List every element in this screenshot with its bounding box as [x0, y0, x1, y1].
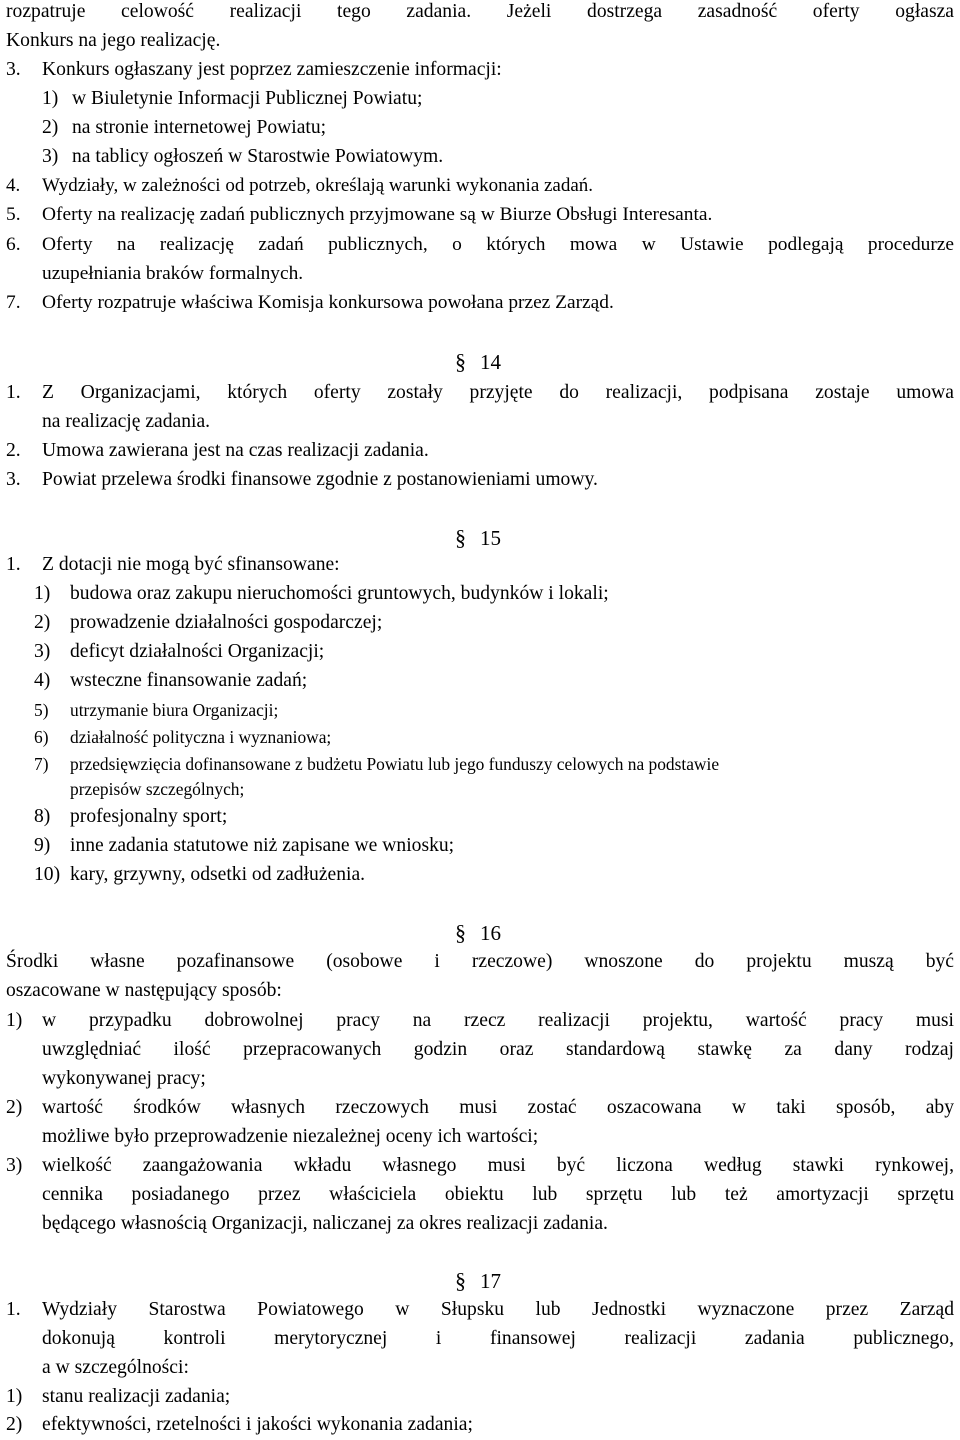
list-number: 6.: [6, 234, 21, 255]
sub-list-item: [0, 695, 960, 725]
sub-list-item: [0, 142, 960, 172]
list-item-continuation: [0, 407, 960, 437]
list-number: 2): [6, 1097, 23, 1118]
list-text: dokonują kontroli merytorycznej i finansowej realizacji zadania publicznego,: [42, 1328, 954, 1349]
list-item-continuation: [0, 1324, 960, 1354]
list-text: Z Organizacjami, których oferty zostały przyjęte do realizacji, podpisana zostaje umowa: [42, 382, 954, 403]
paragraph-text: Środki własne pozafinansowe (osobowe i rzeczowe) wnoszone do projektu muszą być: [6, 951, 954, 972]
list-text: wielkość zaangażowania wkładu własnego musi być liczona według stawki rynkowej,: [42, 1155, 954, 1176]
list-text: budowa oraz zakupu nieruchomości gruntowych, budynków i lokali;: [70, 583, 609, 604]
list-text: będącego własnością Organizacji, naliczanej za okres realizacji zadania.: [42, 1213, 608, 1234]
list-number: 3.: [6, 469, 21, 490]
list-item: [0, 1295, 960, 1325]
list-item-continuation: [0, 1209, 960, 1239]
list-item: [0, 436, 960, 466]
sub-list-item: [0, 666, 960, 696]
list-number: 8): [34, 806, 51, 827]
list-text: na realizację zadania.: [42, 411, 211, 432]
list-number: 3): [34, 641, 51, 662]
list-number: 4): [34, 670, 51, 691]
list-text: a w szczególności:: [42, 1357, 189, 1378]
list-text: efektywności, rzetelności i jakości wykonania zadania;: [42, 1414, 473, 1435]
paragraph-line: [0, 947, 960, 977]
paragraph-text: oszacowane w następujący sposób:: [6, 980, 282, 1001]
list-item: [0, 200, 960, 230]
sub-list-item: [0, 802, 960, 832]
list-item: [0, 1093, 960, 1123]
list-text: Wydziały Starostwa Powiatowego w Słupsku lub Jednostki wyznaczone przez Zarząd: [42, 1299, 954, 1320]
list-text: stanu realizacji zadania;: [42, 1386, 231, 1407]
list-number: 2.: [6, 440, 21, 461]
paragraph-line: [0, 976, 960, 1006]
list-text: w przypadku dobrowolnej pracy na rzecz realizacji projektu, wartość pracy musi: [42, 1010, 954, 1031]
list-text: kary, grzywny, odsetki od zadłużenia.: [70, 864, 366, 885]
list-number: 3): [42, 146, 59, 167]
list-text: Powiat przelewa środki finansowe zgodnie z postanowieniami umowy.: [42, 469, 598, 490]
list-item: [0, 230, 960, 260]
section-heading: [455, 1263, 515, 1299]
list-item-continuation: [0, 1122, 960, 1152]
list-text: utrzymanie biura Organizacji;: [70, 700, 279, 720]
list-text: profesjonalny sport;: [70, 806, 228, 827]
list-item: [0, 1006, 960, 1036]
list-text: na stronie internetowej Powiatu;: [72, 117, 327, 138]
list-item-continuation: [0, 1353, 960, 1383]
sub-list-item: [0, 722, 960, 752]
list-item-continuation: [0, 1035, 960, 1065]
list-number: 1): [34, 583, 51, 604]
list-text: uwzględniać ilość przepracowanych godzin oraz standardową stawkę za dany rodzaj: [42, 1039, 954, 1060]
paragraph-text: Konkurs na jego realizację.: [6, 30, 221, 51]
list-number: 7): [34, 754, 49, 774]
sub-list-item: [0, 637, 960, 667]
list-number: 1.: [6, 1299, 21, 1320]
list-number: 1): [42, 88, 59, 109]
paragraph-text: rozpatruje celowość realizacji tego zadania. Jeżeli dostrzega zasadność oferty ogłasza: [6, 1, 954, 22]
section-number: 16: [480, 921, 501, 945]
list-item: [0, 55, 960, 85]
sub-list-item: [0, 1382, 960, 1412]
list-number: 3.: [6, 59, 21, 80]
list-text: Oferty na realizację zadań publicznych, o których mowa w Ustawie podlegają procedurze: [42, 234, 954, 255]
list-item-continuation: [0, 1180, 960, 1210]
sub-list-item-continuation: [0, 774, 960, 804]
section-sign: §: [455, 1268, 466, 1293]
list-item-continuation: [0, 259, 960, 289]
list-number: 1.: [6, 554, 21, 575]
list-number: 2): [34, 612, 51, 633]
section-number: 15: [480, 526, 501, 550]
list-number: 4.: [6, 175, 21, 196]
list-text: wsteczne finansowanie zadań;: [70, 670, 308, 691]
list-text: na tablicy ogłoszeń w Starostwie Powiatowym.: [72, 146, 444, 167]
list-number: 9): [34, 835, 51, 856]
sub-list-item: [0, 860, 960, 890]
section-number: 14: [480, 350, 501, 374]
list-number: 1): [6, 1386, 23, 1407]
list-text: Konkurs ogłaszany jest poprzez zamieszczenie informacji:: [42, 59, 502, 80]
list-number: 6): [34, 727, 49, 747]
list-text: cennika posiadanego przez właściciela obiektu lub sprzętu lub też amortyzacji sprzętu: [42, 1184, 954, 1205]
sub-list-item: [0, 1410, 960, 1440]
list-text: wykonywanej pracy;: [42, 1068, 206, 1089]
sub-list-item: [0, 608, 960, 638]
list-number: 7.: [6, 292, 21, 313]
list-item: [0, 171, 960, 201]
list-text: wartość środków własnych rzeczowych musi zostać oszacowana w taki sposób, aby: [42, 1097, 954, 1118]
section-sign: §: [455, 525, 466, 550]
list-item: [0, 378, 960, 408]
list-text: przedsięwzięcia dofinansowane z budżetu Powiatu lub jego funduszy celowych na podstawie: [70, 754, 720, 774]
list-number: 5): [34, 700, 49, 720]
section-heading: [455, 344, 515, 380]
list-item: [0, 288, 960, 318]
list-text: w Biuletynie Informacji Publicznej Powiatu;: [72, 88, 423, 109]
list-text: Wydziały, w zależności od potrzeb, określają warunki wykonania zadań.: [42, 175, 594, 196]
list-text: Oferty na realizację zadań publicznych przyjmowane są w Biurze Obsługi Interesanta.: [42, 204, 713, 225]
section-number: 17: [480, 1269, 501, 1293]
list-text: deficyt działalności Organizacji;: [70, 641, 325, 662]
sub-list-item: [0, 579, 960, 609]
paragraph-line: [0, 0, 960, 27]
sub-list-item: [0, 113, 960, 143]
sub-list-item: [0, 831, 960, 861]
list-item-continuation: [0, 1064, 960, 1094]
list-text: przepisów szczególnych;: [70, 779, 245, 799]
list-number: 10): [34, 864, 61, 885]
list-item: [0, 465, 960, 495]
list-item: [0, 550, 960, 580]
list-number: 1): [6, 1010, 23, 1031]
list-number: 3): [6, 1155, 23, 1176]
list-text: działalność polityczna i wyznaniowa;: [70, 727, 332, 747]
list-text: Z dotacji nie mogą być sfinansowane:: [42, 554, 340, 575]
list-text: inne zadania statutowe niż zapisane we wniosku;: [70, 835, 455, 856]
list-number: 5.: [6, 204, 21, 225]
list-item: [0, 1151, 960, 1181]
sub-list-item: [0, 84, 960, 114]
list-number: 2): [42, 117, 59, 138]
list-text: możliwe było przeprowadzenie niezależnej oceny ich wartości;: [42, 1126, 539, 1147]
list-number: 2): [6, 1414, 23, 1435]
paragraph-line: [0, 26, 960, 56]
list-text: Oferty rozpatruje właściwa Komisja konkursowa powołana przez Zarząd.: [42, 292, 614, 313]
list-text: Umowa zawierana jest na czas realizacji zadania.: [42, 440, 429, 461]
section-heading: [455, 915, 515, 951]
list-text: prowadzenie działalności gospodarczej;: [70, 612, 383, 633]
list-number: 1.: [6, 382, 21, 403]
section-sign: §: [455, 920, 466, 945]
list-text: uzupełniania braków formalnych.: [42, 263, 304, 284]
section-sign: §: [455, 349, 466, 374]
